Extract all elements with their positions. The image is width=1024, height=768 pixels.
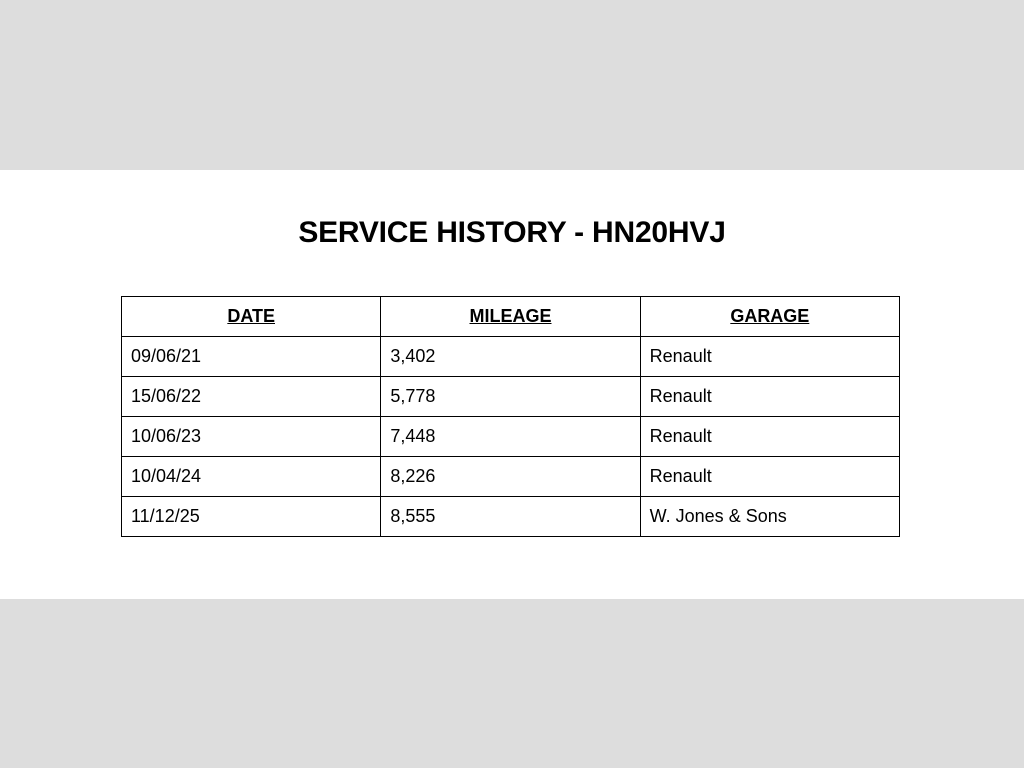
date-cell: 09/06/21 bbox=[122, 337, 381, 377]
mileage-cell: 3,402 bbox=[381, 337, 640, 377]
table-row bbox=[122, 457, 900, 497]
mileage-cell: 5,778 bbox=[381, 377, 640, 417]
date-cell: 10/06/23 bbox=[122, 417, 381, 457]
date-cell: 10/04/24 bbox=[122, 457, 381, 497]
date-cell: 15/06/22 bbox=[122, 377, 381, 417]
table-row bbox=[122, 337, 900, 377]
mileage-cell: 8,226 bbox=[381, 457, 640, 497]
garage-cell: Renault bbox=[640, 337, 899, 377]
table-row bbox=[122, 497, 900, 537]
garage-cell: Renault bbox=[640, 377, 899, 417]
service-history-table bbox=[121, 296, 900, 537]
date-cell: 11/12/25 bbox=[122, 497, 381, 537]
mileage-cell: 8,555 bbox=[381, 497, 640, 537]
table-header-row bbox=[122, 297, 900, 337]
table-row bbox=[122, 417, 900, 457]
mileage-cell: 7,448 bbox=[381, 417, 640, 457]
table-row bbox=[122, 377, 900, 417]
document-title: SERVICE HISTORY - HN20HVJ bbox=[298, 216, 726, 249]
column-header-date: DATE bbox=[122, 297, 381, 337]
garage-cell: Renault bbox=[640, 457, 899, 497]
garage-cell: W. Jones & Sons bbox=[640, 497, 899, 537]
garage-cell: Renault bbox=[640, 417, 899, 457]
column-header-garage: GARAGE bbox=[640, 297, 899, 337]
document-page bbox=[0, 170, 1024, 599]
column-header-mileage: MILEAGE bbox=[381, 297, 640, 337]
